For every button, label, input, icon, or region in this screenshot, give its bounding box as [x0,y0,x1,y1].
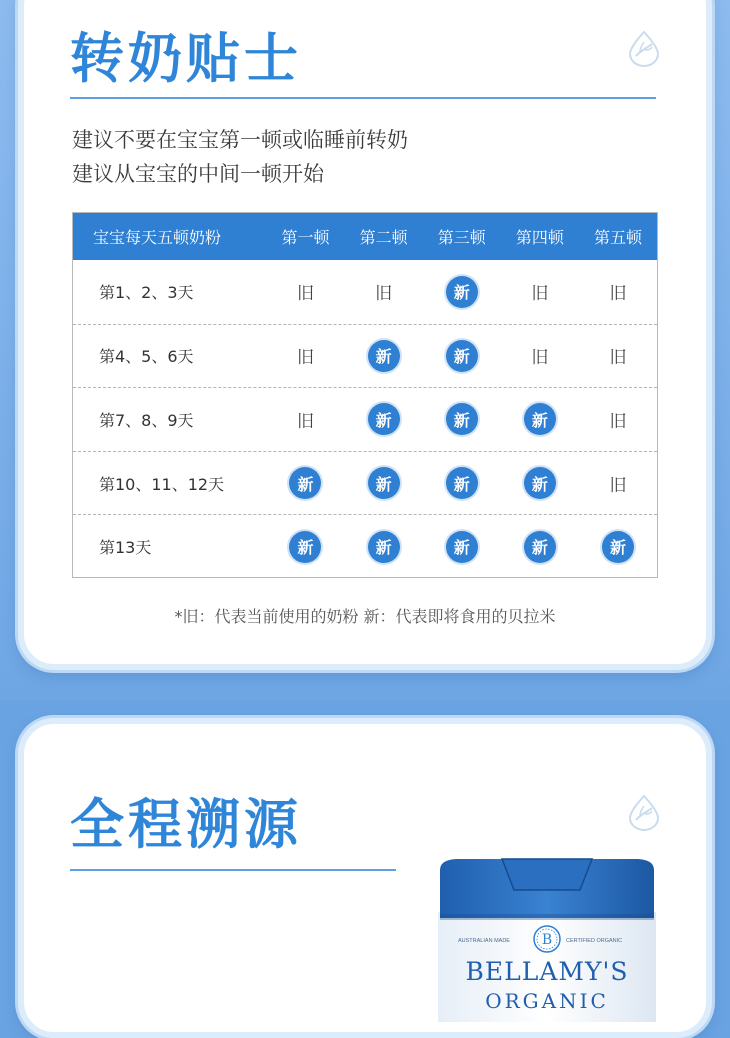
title-underline [70,869,396,871]
old-formula-text: 旧 [296,348,314,369]
meal-cell [501,452,579,515]
intro-line-2: 建议从宝宝的中间一顿开始 [72,162,324,186]
old-formula-text: 旧 [609,411,627,432]
new-formula-badge: 新 [446,531,478,563]
row-label: 第1、2、3天 [99,283,194,303]
old-formula-text: 旧 [531,284,549,305]
new-formula-badge: 新 [602,531,634,563]
transition-schedule-table [72,212,658,578]
table-header [73,213,657,260]
header-cell: 第三顿 [437,228,486,247]
new-formula-badge: 新 [368,531,400,563]
meal-cell [579,452,657,515]
meal-cell [501,260,579,324]
old-formula-text: 旧 [609,284,627,305]
section-title-traceability: 全程溯源 [70,793,302,856]
badge-left-text: AUSTRALIAN MADE [458,938,510,944]
new-formula-badge: 新 [446,467,478,499]
brand-sub: ORGANIC [485,989,609,1013]
old-formula-text: 旧 [296,411,314,432]
header-cell: 宝宝每天五顿奶粉 [93,228,222,247]
meal-cell [423,325,501,388]
meal-cell [345,325,423,388]
meal-cell [345,452,423,515]
table-footnote: *旧：代表当前使用的奶粉 新：代表即将食用的贝拉米 [174,607,556,626]
meal-cell [345,388,423,451]
header-cell: 第四顿 [515,228,564,247]
badge-right-text: CERTIFIED ORGANIC [566,938,623,944]
new-formula-badge: 新 [368,467,400,499]
leaf-drop-icon [624,792,664,832]
meal-cell [579,260,657,324]
meal-cell [501,325,579,388]
meal-cell [266,325,344,388]
meal-cell [266,452,344,515]
meal-cell [579,388,657,451]
section-title-tips: 转奶贴士 [70,27,302,90]
row-label: 第7、8、9天 [99,410,194,430]
meal-cell [501,515,579,578]
new-formula-badge: 新 [524,403,556,435]
table-row [73,387,657,451]
old-formula-text: 旧 [531,348,549,369]
new-formula-badge: 新 [289,467,321,499]
old-formula-text: 旧 [375,284,393,305]
table-body [73,260,657,578]
new-formula-badge: 新 [446,340,478,372]
meal-cell [266,260,344,324]
new-formula-badge: 新 [289,531,321,563]
table-row [73,260,657,324]
meal-cell [423,515,501,578]
new-formula-badge: 新 [446,403,478,435]
brand-name: BELLAMY'S [465,957,629,986]
new-formula-badge: 新 [368,403,400,435]
header-cell: 第五顿 [593,228,642,247]
table-row [73,514,657,578]
meal-cell [501,388,579,451]
meal-cell [266,388,344,451]
header-cell: 第二顿 [359,228,408,247]
new-formula-badge: 新 [446,276,478,308]
meal-cell [423,260,501,324]
old-formula-text: 旧 [609,475,627,496]
leaf-drop-icon [624,28,664,68]
badge-letter: B [541,932,553,948]
meal-cell [423,388,501,451]
old-formula-text: 旧 [296,284,314,305]
meal-cell [579,515,657,578]
meal-cell [423,452,501,515]
product-can-image [438,856,656,1016]
meal-cell [266,515,344,578]
meal-cell [579,325,657,388]
table-row [73,324,657,388]
new-formula-badge: 新 [524,467,556,499]
intro-line-1: 建议不要在宝宝第一顿或临睡前转奶 [72,128,408,152]
new-formula-badge: 新 [524,531,556,563]
row-label: 第4、5、6天 [99,347,194,367]
header-cell: 第一顿 [281,228,330,247]
meal-cell [345,260,423,324]
meal-cell [345,515,423,578]
row-label: 第13天 [99,538,152,558]
old-formula-text: 旧 [609,348,627,369]
table-row [73,451,657,515]
row-label: 第10、11、12天 [99,474,225,494]
title-underline [70,97,656,99]
new-formula-badge: 新 [368,340,400,372]
